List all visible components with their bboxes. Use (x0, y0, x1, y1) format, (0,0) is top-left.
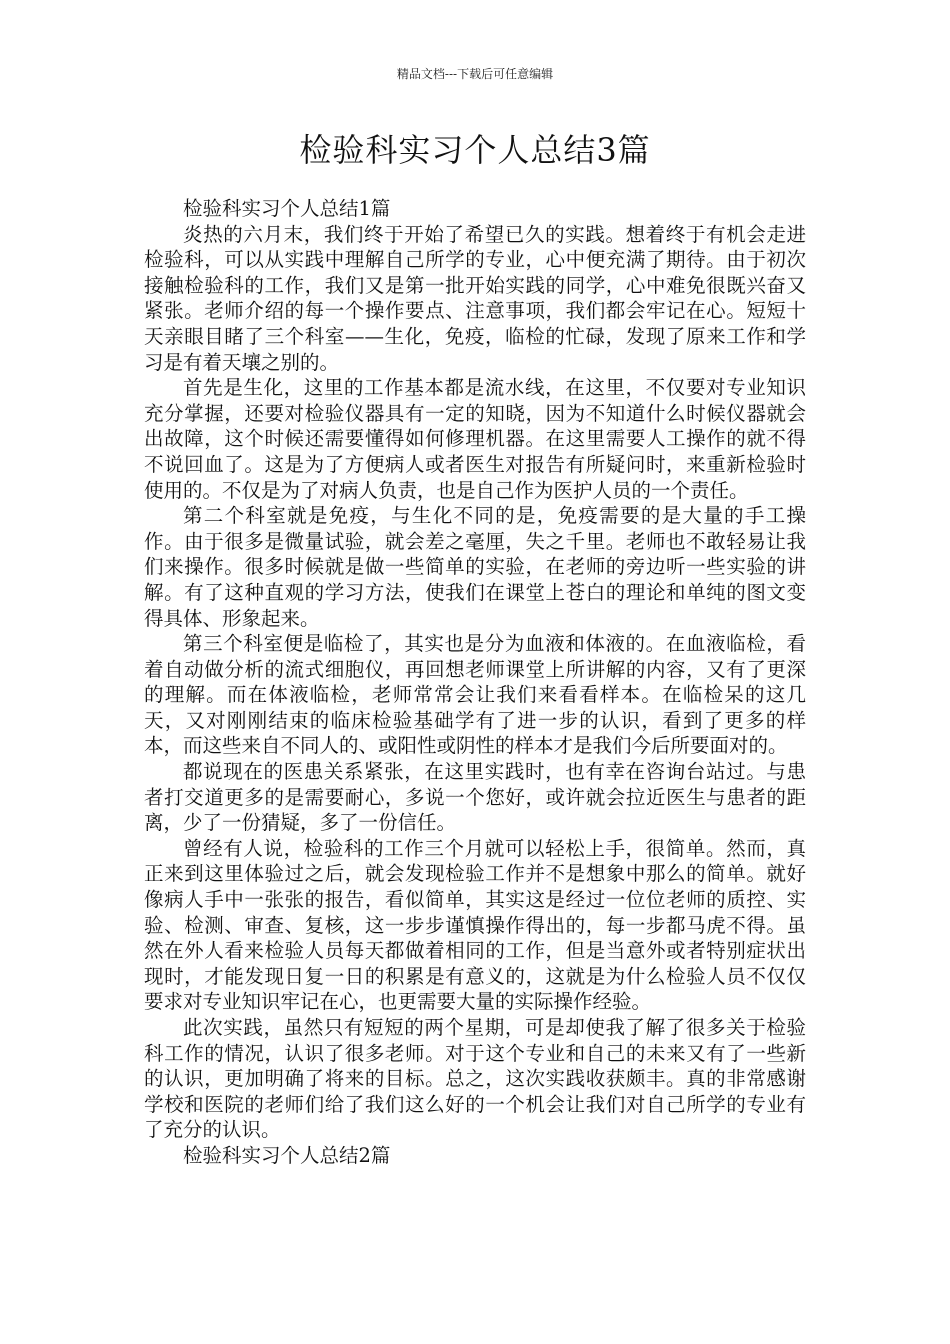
paragraph-immunology: 第二个科室就是免疫，与生化不同的是，免疫需要的是大量的手工操作。由于很多是微量试验，就会差之毫厘，失之千里。老师也不敢轻易让我们来操作。很多时候就是做一些简单的实验，在老师的旁边听一些实验的讲解。有了这种直观的学习方法，使我们在课堂上苍白的理论和单纯的图文变得具体、形象起来。 (144, 504, 806, 630)
page-header: 精品文档---下载后可任意编辑 (396, 67, 554, 81)
paragraph-biochemistry: 首先是生化，这里的工作基本都是流水线，在这里，不仅要对专业知识充分掌握，还要对检验仪器具有一定的知晓，因为不知道什么时候仪器就会出故障，这个时候还需要懂得如何修理机器。在这里需要人工操作的就不得不说回血了。这是为了方便病人或者医生对报告有所疑问时，来重新检验时使用的。不仅是为了对病人负责，也是自己作为医护人员的一个责任。 (144, 376, 806, 502)
document-title: 检验科实习个人总结3篇 (299, 131, 651, 169)
paragraph-intro: 炎热的六月末，我们终于开始了希望已久的实践。想着终于有机会走进检验科，可以从实践中理解自己所学的专业，心中便充满了期待。由于初次接触检验科的工作，我们又是第一批开始实践的同学，心中难免很既兴奋又紧张。老师介绍的每一个操作要点、注意事项，我们都会牢记在心。短短十天亲眼目睹了三个科室——生化，免疫，临检的忙碌，发现了原来工作和学习是有着天壤之别的。 (144, 222, 806, 374)
document-body (144, 196, 806, 1169)
section-heading-1: 检验科实习个人总结1篇 (183, 197, 391, 220)
paragraph-experience: 曾经有人说，检验科的工作三个月就可以轻松上手，很简单。然而，真正来到这里体验过之后，就会发现检验工作并不是想象中那么的简单。就好像病人手中一张张的报告，看似简单，其实这是经过一位位老师的质控、实验、检测、审查、复核，这一步步谨慎操作得出的，每一步都马虎不得。虽然在外人看来检验人员每天都做着相同的工作，但是当意外或者特别症状出现时，才能发现日复一日的积累是有意义的，这就是为什么检验人员不仅仅要求对专业知识牢记在心，也更需要大量的实际操作经验。 (144, 836, 806, 1014)
section-heading-2: 检验科实习个人总结2篇 (183, 1143, 391, 1167)
paragraph-clinical-lab: 第三个科室便是临检了，其实也是分为血液和体液的。在血液临检，看着自动做分析的流式细胞仪，再回想老师课堂上所讲解的内容，又有了更深的理解。而在体液临检，老师常常会让我们来看看样本。在临检呆的这几天，又对刚刚结束的临床检验基础学有了进一步的认识，看到了更多的样本，而这些来自不同人的、或阳性或阴性的样本才是我们今后所要面对的。 (144, 632, 806, 758)
paragraph-doctor-patient: 都说现在的医患关系紧张，在这里实践时，也有幸在咨询台站过。与患者打交道更多的是需要耐心，多说一个您好，或许就会拉近医生与患者的距离，少了一份猜疑，多了一份信任。 (144, 760, 806, 835)
paragraph-conclusion: 此次实践，虽然只有短短的两个星期，可是却使我了解了很多关于检验科工作的情况，认识了很多老师。对于这个专业和自己的未来又有了一些新的认识，更加明确了将来的目标。总之，这次实践收获颇丰。真的非常感谢学校和医院的老师们给了我们这么好的一个机会让我们对自己所学的专业有了充分的认识。 (144, 1016, 806, 1142)
